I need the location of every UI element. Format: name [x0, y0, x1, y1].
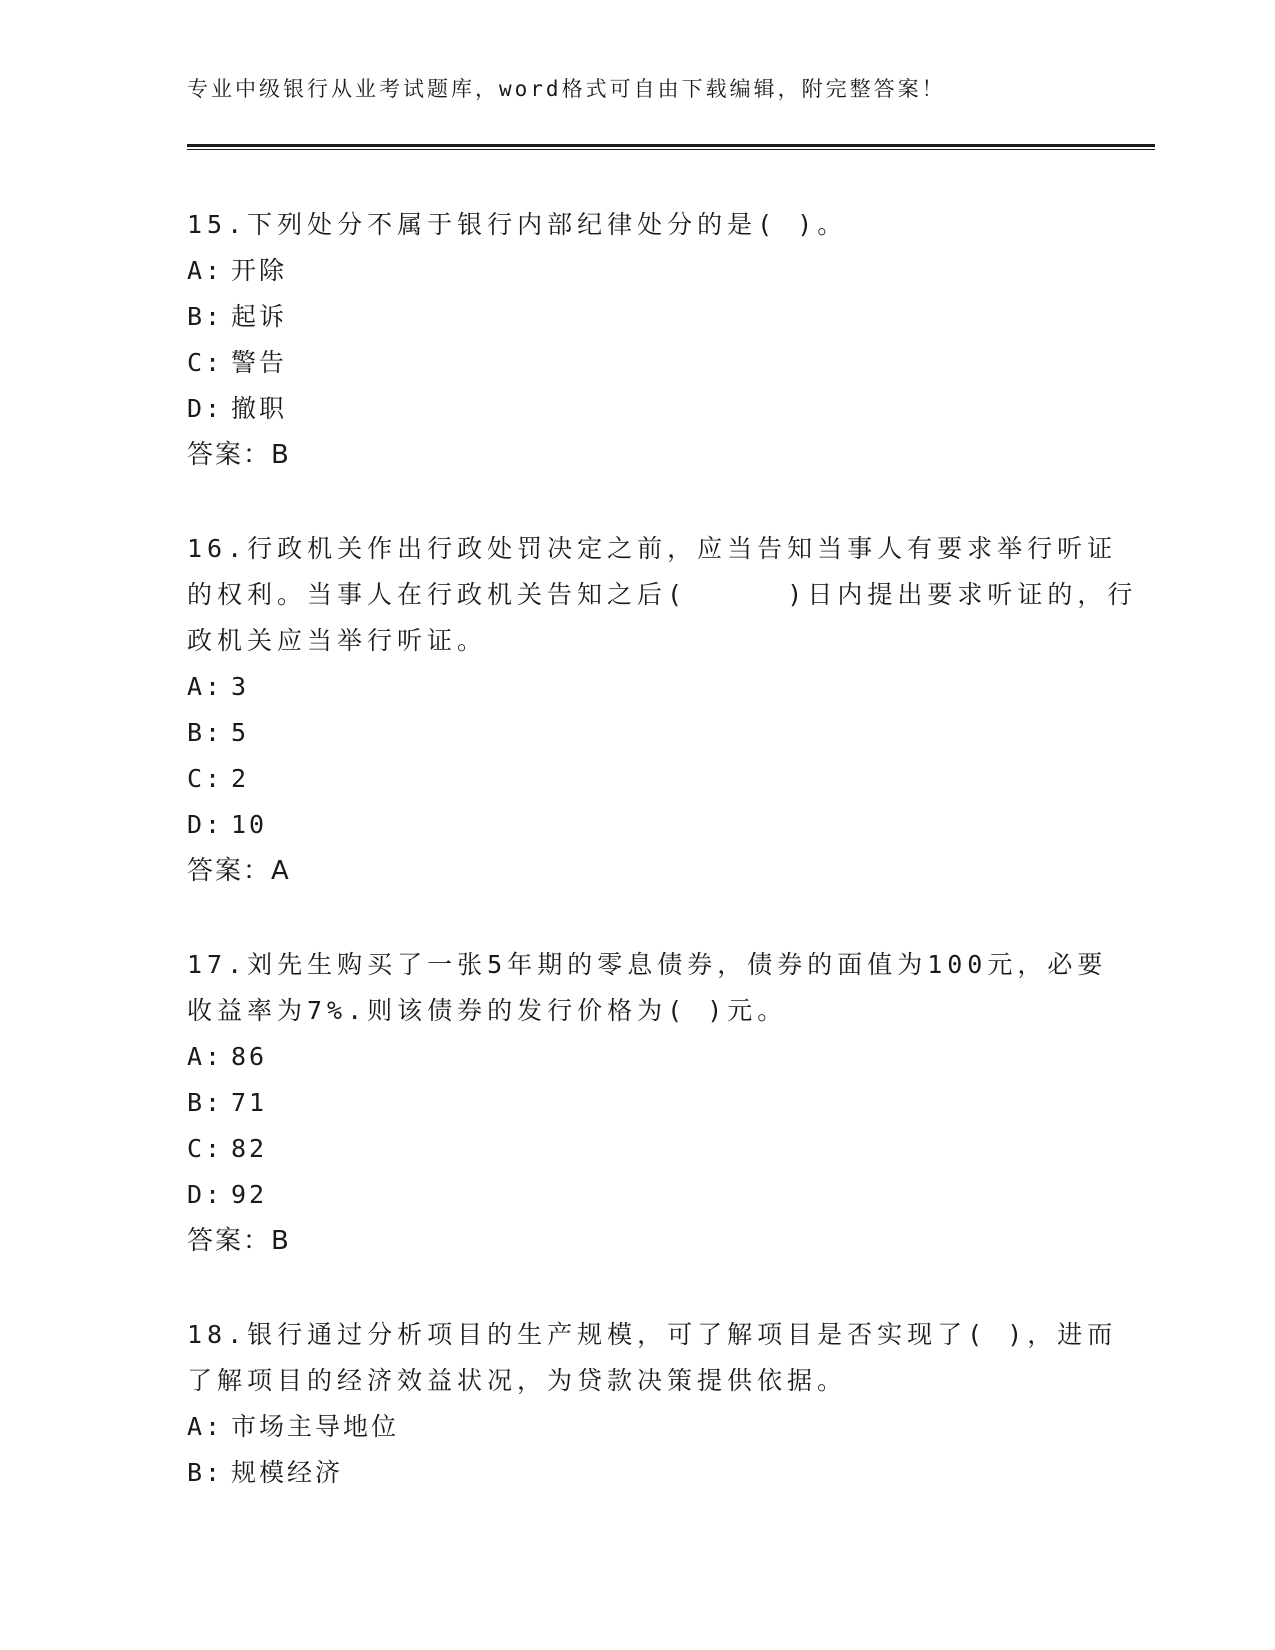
- option-d: [187, 386, 1087, 432]
- option-key: A:: [187, 1042, 224, 1071]
- question-16: [187, 526, 1138, 894]
- option-a: [187, 664, 1087, 710]
- option-text: 92: [231, 1180, 268, 1209]
- option-key: C:: [187, 764, 224, 793]
- question-gap: [187, 478, 1087, 526]
- question-gap: [187, 1264, 1087, 1312]
- question-stem: 18.银行通过分析项目的生产规模，可了解项目是否实现了( )，进而: [187, 1320, 1118, 1349]
- option-text: 2: [231, 764, 250, 793]
- header-rule-thick: [187, 144, 1155, 147]
- option-key: B:: [187, 1088, 224, 1117]
- option-b: [187, 710, 1087, 756]
- option-key: A:: [187, 672, 224, 701]
- option-text: 开除: [231, 256, 288, 285]
- option-text: 市场主导地位: [231, 1412, 400, 1441]
- option-key: B:: [187, 1458, 224, 1487]
- answer-line: 答案：B: [187, 440, 291, 470]
- option-key: A:: [187, 256, 224, 285]
- option-text: 警告: [231, 348, 288, 377]
- option-d: [187, 802, 1087, 848]
- question-gap: [187, 894, 1087, 942]
- option-b: [187, 294, 1087, 340]
- option-key: D:: [187, 810, 224, 839]
- question-stem: 政机关应当举行听证。: [187, 626, 488, 655]
- option-key: C:: [187, 348, 224, 377]
- option-key: D:: [187, 394, 224, 423]
- question-17: [187, 942, 1108, 1264]
- question-15: [187, 202, 1087, 478]
- option-text: 起诉: [231, 302, 288, 331]
- option-text: 规模经济: [231, 1458, 344, 1487]
- question-stem: 收益率为7%.则该债券的发行价格为( )元。: [187, 996, 788, 1025]
- option-key: D:: [187, 1180, 224, 1209]
- option-text: 3: [231, 672, 250, 701]
- option-c: [187, 1126, 1087, 1172]
- option-c: [187, 340, 1087, 386]
- answer-line: 答案：B: [187, 1226, 291, 1256]
- page-header: 专业中级银行从业考试题库，word格式可自由下载编辑，附完整答案！: [187, 77, 946, 101]
- option-text: 71: [231, 1088, 268, 1117]
- option-b: [187, 1450, 1087, 1496]
- option-c: [187, 756, 1087, 802]
- option-key: B:: [187, 718, 224, 747]
- option-a: [187, 248, 1087, 294]
- question-list: [187, 202, 1138, 1496]
- option-text: 10: [231, 810, 268, 839]
- question-stem: 的权利。当事人在行政机关告知之后( )日内提出要求听证的，行: [187, 580, 1138, 609]
- option-a: [187, 1034, 1087, 1080]
- option-d: [187, 1172, 1087, 1218]
- question-stem: 了解项目的经济效益状况，为贷款决策提供依据。: [187, 1366, 848, 1395]
- question-stem: 16.行政机关作出行政处罚决定之前，应当告知当事人有要求举行听证: [187, 534, 1118, 563]
- header-rule-thin: [187, 149, 1155, 150]
- question-stem: 17.刘先生购买了一张5年期的零息债券，债券的面值为100元，必要: [187, 950, 1108, 979]
- option-text: 撤职: [231, 394, 288, 423]
- option-key: C:: [187, 1134, 224, 1163]
- option-key: B:: [187, 302, 224, 331]
- option-text: 5: [231, 718, 250, 747]
- answer-line: 答案：A: [187, 856, 291, 886]
- option-a: [187, 1404, 1087, 1450]
- option-key: A:: [187, 1412, 224, 1441]
- option-b: [187, 1080, 1087, 1126]
- question-18: [187, 1312, 1118, 1496]
- option-text: 82: [231, 1134, 268, 1163]
- option-text: 86: [231, 1042, 268, 1071]
- question-stem: 15.下列处分不属于银行内部纪律处分的是( )。: [187, 210, 848, 239]
